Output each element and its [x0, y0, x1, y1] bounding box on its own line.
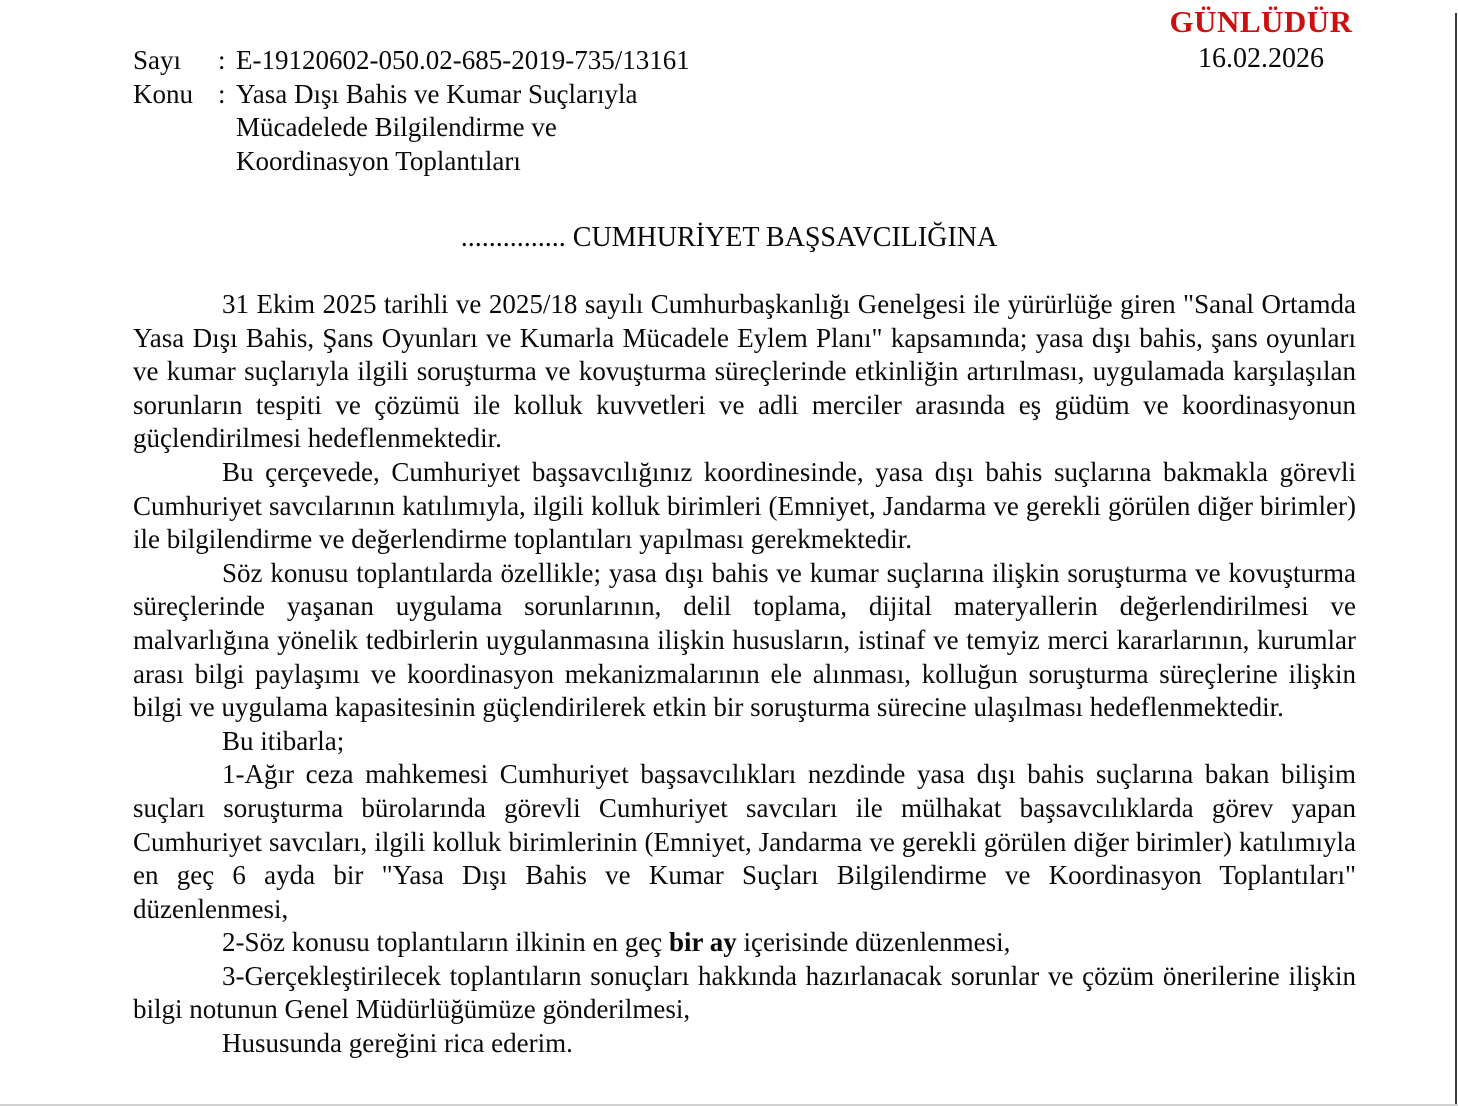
document-date: 16.02.2026	[1198, 43, 1324, 74]
letter-body	[133, 288, 1356, 1061]
konu-label: Konu	[133, 78, 193, 109]
konu-value-line-2: Mücadelede Bilgilendirme ve	[236, 112, 557, 142]
body-paragraph-1: 31 Ekim 2025 tarihli ve 2025/18 sayılı Cumhurbaşkanlığı Genelgesi ile yürürlüğe giren "Sanal Ortamda Yasa Dışı Bahis, Şans Oyunları ve Kumarla Mücadele Eylem Planı" kapsamında; yasa dışı bahis, şans oyunları ve kumar suçlarıyla ilgili soruşturma ve kovuşturma süreçlerinde etkinliğin artırılması, uygulamada karşılaşılan sorunların tespiti ve çözümü ile kolluk kuvvetleri ve adli merciler arasında eş güdüm ve koordinasyonun güçlendirilmesi hedeflenmektedir.	[133, 289, 1356, 454]
urgency-stamp: GÜNLÜDÜR	[1169, 4, 1353, 39]
body-paragraph-6-post: içerisinde düzenlenmesi,	[736, 927, 1011, 958]
body-paragraph-5: 1-Ağır ceza mahkemesi Cumhuriyet başsavcılıkları nezdinde yasa dışı bahis suçlarına bakan bilişim suçları soruşturma bürolarında görevli Cumhuriyet savcıları ile mülhakat başsavcılıklarda görev yapan Cumhuriyet savcıları, ilgili kolluk birimlerinin (Emniyet, Jandarma ve gerekli görülen diğer birimler) katılımıyla en geç 6 ayda bir "Yasa Dışı Bahis ve Kumar Suçları Bilgilendirme ve Koordinasyon Toplantıları" düzenlenmesi,	[133, 759, 1356, 924]
sayi-label: Sayı	[133, 45, 182, 75]
body-paragraph-8: Hususunda gereğini rica ederim.	[222, 1028, 573, 1059]
body-paragraph-4: Bu itibarla;	[222, 725, 345, 756]
page-right-border	[1455, 13, 1457, 1106]
body-paragraph-6-pre: 2-Söz konusu toplantıların ilkinin en geç	[222, 927, 669, 958]
body-paragraph-3: Söz konusu toplantılarda özellikle; yasa dışı bahis ve kumar suçlarına ilişkin soruşturma ve kovuşturma süreçlerinde yaşanan uygulama sorunlarının, delil toplama, dijital materyallerin değerlendirilmesi ve malvarlığına yönelik tedbirlerin uygulanmasına ilişkin hususların, istinaf ve temyiz merci kararlarının, kurumlar arası bilgi paylaşımı ve koordinasyon mekanizmalarının ele alınması, kolluğun soruşturma süreçlerine ilişkin bilgi ve uygulama kapasitesinin güçlendirilerek etkin bir soruşturma sürecine ulaşılması hedeflenmektedir.	[133, 557, 1356, 723]
sayi-colon: :	[218, 45, 226, 75]
stamp-block	[1136, 4, 1386, 75]
reference-block	[133, 44, 690, 178]
sayi-row	[133, 44, 690, 78]
sayi-value: E-19120602-050.02-685-2019-735/13161	[236, 45, 690, 75]
konu-colon: :	[218, 78, 226, 109]
body-paragraph-6	[133, 926, 1356, 960]
body-paragraph-7: 3-Gerçekleştirilecek toplantıların sonuçları hakkında hazırlanacak sorunlar ve çözüm önerilerine ilişkin bilgi notunun Genel Müdürlüğümüze gönderilmesi,	[133, 960, 1356, 1025]
konu-value-line-3: Koordinasyon Toplantıları	[236, 145, 521, 176]
salutation-line: ............... CUMHURİYET BAŞSAVCILIĞINA	[460, 222, 998, 253]
konu-value-line-1: Yasa Dışı Bahis ve Kumar Suçlarıyla	[236, 78, 638, 109]
body-paragraph-2: Bu çerçevede, Cumhuriyet başsavcılığınız koordinesinde, yasa dışı bahis suçlarına bakmakla görevli Cumhuriyet savcılarının katılımıyla, ilgili kolluk birimleri (Emniyet, Jandarma ve gerekli görülen diğer birimler) ile bilgilendirme ve değerlendirme toplantıları yapılması gerekmektedir.	[133, 456, 1356, 555]
body-paragraph-6-bold: bir ay	[668, 927, 737, 958]
konu-row	[133, 78, 690, 112]
